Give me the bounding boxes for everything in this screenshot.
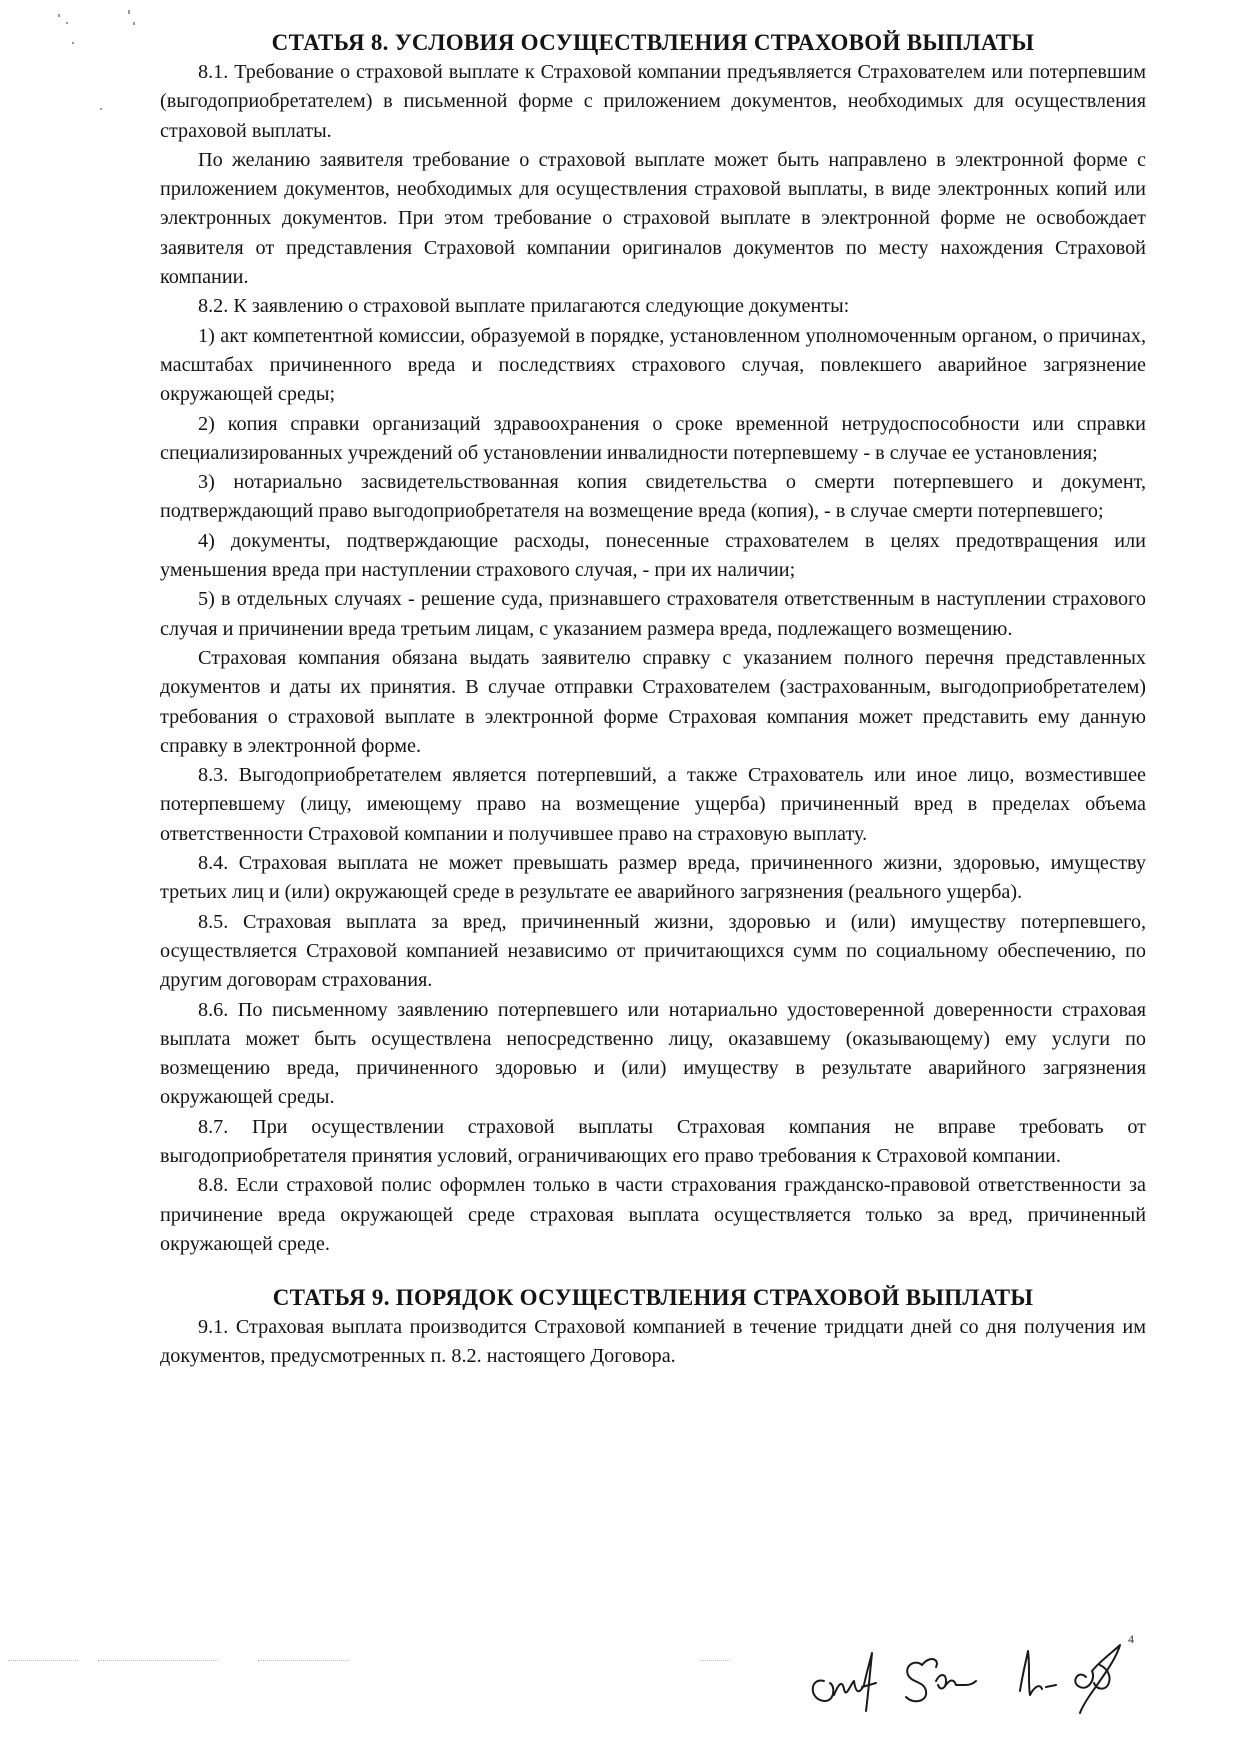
paragraph-8-2-receipt: Страховая компания обязана выдать заявителю справку с указанием полного перечня представленных документов и даты их принятия. В случае отправки Страхователем (застрахованным, выгодоприобретателем) требования о страховой выплате в электронной форме Страховая компания может представить ему данную справку в электронной форме. — [160, 646, 1146, 757]
scan-mark — [133, 22, 135, 25]
handwritten-signatures-icon — [790, 1625, 1170, 1715]
paragraph-8-4: 8.4. Страховая выплата не может превышать размер вреда, причиненного жизни, здоровью, имуществу третьих лиц и (или) окружающей среде в результате ее аварийного загрязнения (реального ущерба). — [160, 852, 1146, 904]
article-8-title: СТАТЬЯ 8. УСЛОВИЯ ОСУЩЕСТВЛЕНИЯ СТРАХОВОЙ ВЫПЛАТЫ — [271, 30, 1035, 55]
list-item-8-2-1: 1) акт компетентной комиссии, образуемой в порядке, установленном уполномоченным органом, о причинах, масштабах причиненного вреда и последствиях страхового случая, повлекшего аварийное загрязнение окружающей среды; — [160, 324, 1146, 406]
article-8-body — [160, 58, 1146, 1259]
scan-mark — [100, 108, 102, 110]
scan-mark — [66, 22, 68, 24]
scan-mark — [72, 42, 74, 44]
scan-mark — [128, 10, 130, 14]
signatures — [790, 1625, 1170, 1715]
scan-dotted-line — [700, 1660, 730, 1663]
list-item-8-2-2: 2) копия справки организаций здравоохранения о сроке временной нетрудоспособности или справки специализированных учреждений об установлении инвалидности потерпевшему - в случае ее установления; — [160, 412, 1146, 464]
list-item-8-2-3: 3) нотариально засвидетельствованная копия свидетельства о смерти потерпевшего и документ, подтверждающий право выгодоприобретателя на возмещение вреда (копия), - в случае смерти потерпевшего; — [160, 471, 1146, 523]
list-item-8-2-4: 4) документы, подтверждающие расходы, понесенные страхователем в целях предотвращения или уменьшения вреда при наступлении страхового случая, - при их наличии; — [160, 529, 1146, 582]
article-9-body — [160, 1313, 1146, 1372]
paragraph-8-6: 8.6. По письменному заявлению потерпевшего или нотариально удостоверенной доверенности страховая выплата может быть осуществлена непосредственно лицу, оказавшему (оказывающему) ему услуги по возмещению вреда, причиненного здоровью и (или) имуществу в результате аварийного загрязнения окружающей среды. — [160, 998, 1146, 1109]
paragraph-8-5: 8.5. Страховая выплата за вред, причиненный жизни, здоровью и (или) имуществу потерпевшего, осуществляется Страховой компанией независимо от причитающихся сумм по социальному обеспечению, по другим договорам страхования. — [160, 910, 1146, 992]
scan-mark — [58, 14, 60, 17]
paragraph-9-1: 9.1. Страховая выплата производится Страховой компанией в течение тридцати дней со дня получения им документов, предусмотренных п. 8.2. настоящего Договора. — [160, 1316, 1146, 1368]
list-item-8-2-5: 5) в отдельных случаях - решение суда, признавшего страхователя ответственным в наступлении страхового случая и причинении вреда третьим лицам, с указанием размера вреда, подлежащего возмещению. — [160, 588, 1146, 640]
scan-dotted-line — [258, 1660, 348, 1663]
paragraph-8-1-electronic: По желанию заявителя требование о страховой выплате может быть направлено в электронной форме с приложением документов, необходимых для осуществления страховой выплаты, в виде электронных копий или электронных документов. При этом требование о страховой выплате в электронной форме не освобождает заявителя от представления Страховой компании оригиналов документов по месту нахождения Страховой компании. — [160, 148, 1146, 289]
paragraph-8-1: 8.1. Требование о страховой выплате к Страховой компании предъявляется Страхователем или потерпевшим (выгодоприобретателем) в письменной форме с приложением документов, необходимых для осуществления страховой выплаты. — [160, 61, 1146, 142]
paragraph-8-7: 8.7. При осуществлении страховой выплаты Страховая компания не вправе требовать от выгодоприобретателя принятия условий, ограничивающих его право требования к Страховой компании. — [160, 1115, 1146, 1167]
paragraph-8-8: 8.8. Если страховой полис оформлен только в части страхования гражданско-правовой ответственности за причинение вреда окружающей среде страховая выплата осуществляется только за вред, причиненный окружающей среде. — [160, 1174, 1146, 1255]
paragraph-8-3: 8.3. Выгодоприобретателем является потерпевший, а также Страхователь или иное лицо, возместившее потерпевшему (лицу, имеющему право на возмещение ущерба) причиненный вред в пределах объема ответственности Страховой компании и получившее право на страховую выплату. — [160, 764, 1146, 845]
page-number: 4 — [1128, 1632, 1134, 1646]
article-9-title: СТАТЬЯ 9. ПОРЯДОК ОСУЩЕСТВЛЕНИЯ СТРАХОВОЙ ВЫПЛАТЫ — [272, 1285, 1034, 1311]
paragraph-8-2: 8.2. К заявлению о страховой выплате прилагаются следующие документы: — [198, 295, 850, 318]
scan-dotted-line — [98, 1660, 218, 1663]
document-body — [160, 28, 1146, 1372]
scan-dotted-line — [8, 1660, 78, 1663]
